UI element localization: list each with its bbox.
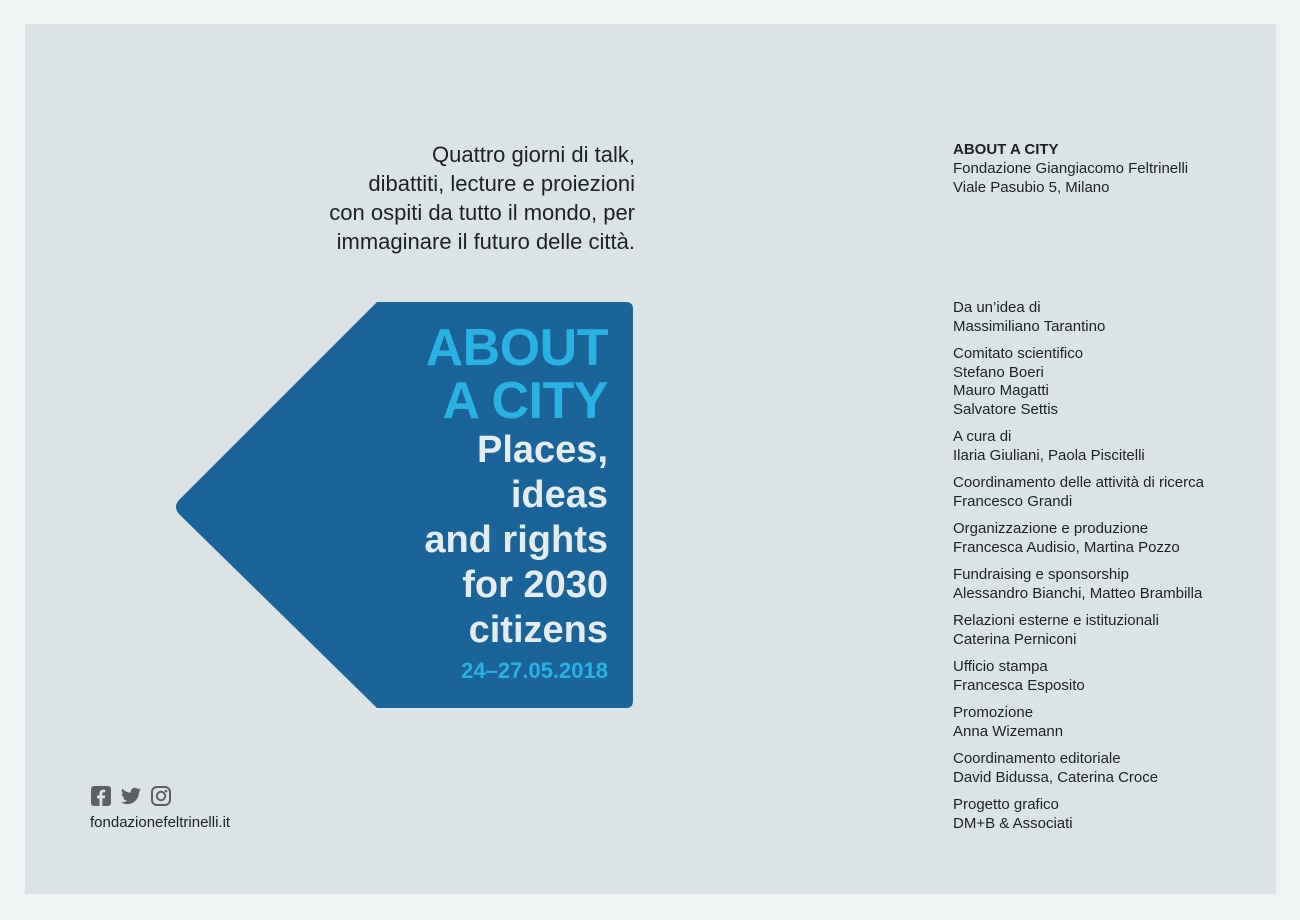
intro-text: [240, 140, 635, 256]
credit-name: Caterina Perniconi: [953, 630, 1077, 648]
credit-block: [953, 566, 1273, 603]
credit-name: Massimiliano Tarantino: [953, 317, 1106, 335]
credit-block: [953, 345, 1273, 419]
poster-subtitle-line: ideas: [510, 474, 608, 516]
credit-name: Mauro Magatti: [953, 382, 1049, 399]
social-icons: [90, 785, 172, 807]
credit-name: Alessandro Bianchi, Matteo Brambilla: [953, 584, 1203, 602]
intro-line: con ospiti da tutto il mondo, per: [329, 200, 635, 225]
venue-title: ABOUT A CITY: [953, 141, 1059, 158]
credit-name: Ilaria Giuliani, Paola Piscitelli: [953, 446, 1145, 464]
credit-block: [953, 299, 1273, 336]
credit-role: Promozione: [953, 704, 1034, 721]
twitter-icon[interactable]: [120, 785, 142, 807]
credit-name: Anna Wizemann: [953, 722, 1064, 740]
credit-block: [953, 474, 1273, 511]
poster-subtitle-line: for 2030: [462, 564, 608, 606]
credit-role: Organizzazione e produzione: [953, 520, 1149, 537]
credit-role: A cura di: [953, 428, 1012, 445]
credit-name: Salvatore Settis: [953, 400, 1059, 418]
poster-title-line: ABOUT: [425, 319, 608, 377]
credits-list: [953, 299, 1273, 842]
credit-name: Francesco Grandi: [953, 492, 1073, 510]
credit-block: [953, 704, 1273, 741]
website-link[interactable]: fondazionefeltrinelli.it: [90, 814, 231, 831]
poster-date: 24–27.05.2018: [461, 658, 608, 683]
credit-role: Fundraising e sponsorship: [953, 566, 1129, 583]
credit-role: Da un’idea di: [953, 299, 1041, 316]
credit-role: Comitato scientifico: [953, 345, 1084, 362]
credit-role: Coordinamento delle attività di ricerca: [953, 474, 1204, 491]
credit-block: [953, 796, 1273, 833]
credit-block: [953, 612, 1273, 649]
poster-subtitle-line: and rights: [424, 519, 608, 561]
credit-block: [953, 428, 1273, 465]
credit-role: Relazioni esterne e istituzionali: [953, 612, 1159, 629]
credit-role: Coordinamento editoriale: [953, 750, 1121, 767]
facebook-icon[interactable]: [90, 785, 112, 807]
intro-line: dibattiti, lecture e proiezioni: [368, 171, 635, 196]
poster-subtitle-line: citizens: [468, 609, 608, 651]
poster-text: [360, 319, 608, 685]
intro-line: immaginare il futuro delle città.: [336, 229, 635, 254]
credit-name: David Bidussa, Caterina Croce: [953, 768, 1159, 786]
credit-role: Ufficio stampa: [953, 658, 1048, 675]
instagram-icon[interactable]: [150, 785, 172, 807]
intro-line: Quattro giorni di talk,: [432, 142, 635, 167]
venue-info: [953, 140, 1253, 197]
credit-block: [953, 520, 1273, 557]
credit-name: Francesca Esposito: [953, 676, 1085, 694]
venue-line: Fondazione Giangiacomo Feltrinelli: [953, 160, 1189, 177]
venue-line: Viale Pasubio 5, Milano: [953, 179, 1110, 196]
poster-title-line: A CITY: [442, 372, 608, 430]
poster-subtitle-line: Places,: [477, 429, 608, 471]
credit-name: Francesca Audisio, Martina Pozzo: [953, 538, 1180, 556]
credit-block: [953, 750, 1273, 787]
credit-name: Stefano Boeri: [953, 363, 1044, 381]
credit-block: [953, 658, 1273, 695]
credit-role: Progetto grafico: [953, 796, 1059, 813]
credit-name: DM+B & Associati: [953, 814, 1073, 832]
